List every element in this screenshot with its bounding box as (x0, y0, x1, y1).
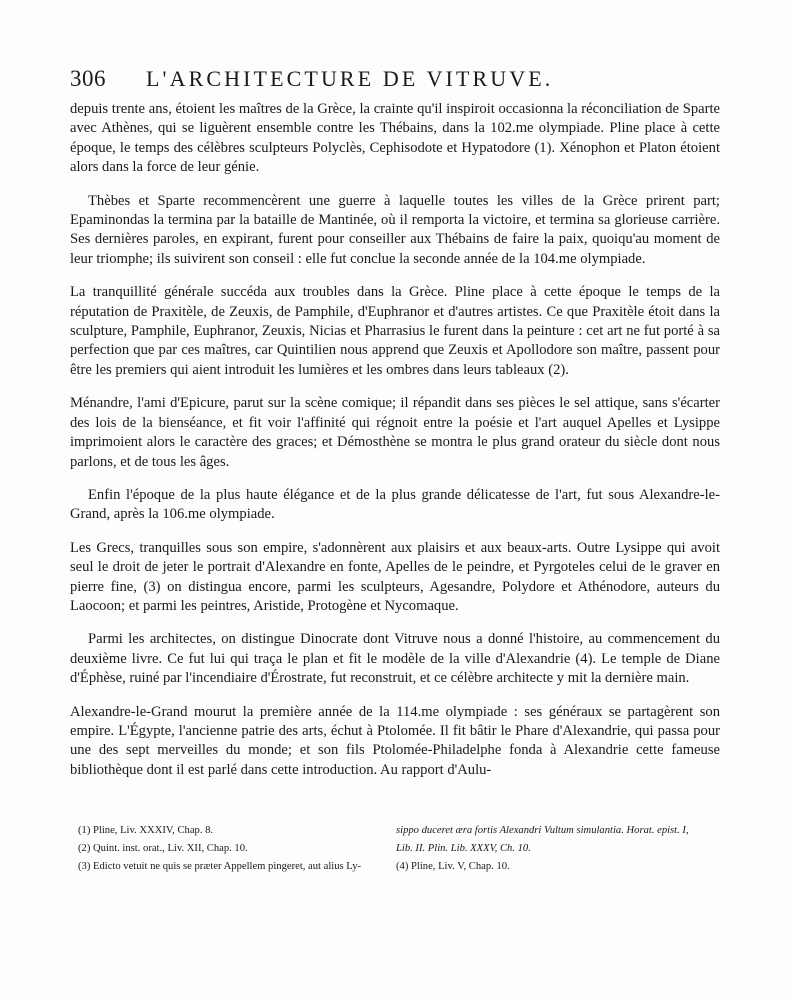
running-head (70, 62, 720, 102)
page-number: 306 (70, 66, 106, 91)
footnotes-left-column (78, 822, 378, 875)
paragraph-2: Thèbes et Sparte recommencèrent une guerre à laquelle toutes les villes de la Grèce prirent part; Epaminondas la termina par la bataille de Mantinée, où il remporta la victoire, et termina sa glorieuse carrière. Ses dernières paroles, en expirant, furent pour conseiller aux Thébains de faire la paix, quoiqu'au moment de leur triomphe; ils suivirent son conseil : elle fut conclue la seconde année de la 104.me olympiade. (70, 192, 720, 267)
paragraph-6: Les Grecs, tranquilles sous son empire, s'adonnèrent aux plaisirs et aux beaux-arts. Outre Lysippe qui avoit seul le droit de jeter le portrait d'Alexandre en fonte, Apelles de le peindre, et Pyrgoteles celui de le graver en pierre fine, (3) on distingua encore, parmi les sculpteurs, Agesandre, Polydore et Athénodore, auteurs du Laocoon; et parmi les peintres, Aristide, Protogène et Nycomaque. (70, 539, 720, 614)
paragraph-7: Parmi les architectes, on distingue Dinocrate dont Vitruve nous a donné l'histoire, au commencement du deuxième livre. Ce fut lui qui traça le plan et fit le modèle de la ville d'Alexandrie (4). Le temple de Diane d'Éphèse, ruiné par l'incendiaire d'Érostrate, fut reconstruit, et ce célèbre architecte y mit la dernière main. (70, 631, 720, 687)
paragraph-3: La tranquillité générale succéda aux troubles dans la Grèce. Pline place à cette époque le temps de la réputation de Praxitèle, de Zeuxis, de Pamphile, d'Euphranor et d'autres artistes. Ce que Praxitèle étoit dans la sculpture, Pamphile, Euphranor, Zeuxis, Nicias et Pharrasius le furent dans la peinture : cet art ne fut porté à sa perfection que par ces maîtres, car Quintilien nous apprend que Zeuxis et Apollodore son maître, passent pour être les premiers qui aient introduit les lumières et les ombres dans leurs tableaux (2). (70, 284, 720, 378)
footnotes-right-column (396, 822, 726, 875)
paragraph-8: Alexandre-le-Grand mourut la première année de la 114.me olympiade : ses généraux se partagèrent son empire. L'Égypte, l'ancienne patrie des arts, échut à Ptolomée. Il fit bâtir le Phare d'Alexandrie, qui passa pour une des sept merveilles du monde; et son fils Ptolomée-Philadelphe fonda à Alexandrie cette fameuse bibliothèque dont il est parlé dans cette introduction. Au rapport d'Aulu- (70, 703, 720, 778)
footnote-3: (3) Edicto vetuit ne quis se præter Appellem pingeret, aut alius Ly- (78, 860, 362, 872)
running-title: L'ARCHITECTURE DE VITRUVE. (146, 66, 554, 91)
footnote-2: (2) Quint. inst. orat., Liv. XII, Chap. 10. (78, 842, 248, 854)
footnote-4: (4) Pline, Liv. V, Chap. 10. (396, 860, 510, 872)
footnote-3-continued: sippo duceret æra fortis Alexandri Vultum simulantia. Horat. epist. I, (396, 825, 689, 836)
paragraph-4: Ménandre, l'ami d'Epicure, parut sur la scène comique; il répandit dans ses pièces le sel attique, sans s'écarter des lois de la bienséance, et fit voir l'affinité qui régnoit entre la poésie et l'art auquel Apelles et Lysippe imprimoient alors le caractère des graces; et Démosthène se montra le plus grand orateur du siècle dont nous parlons, et de tous les âges. (70, 395, 720, 470)
paragraph-1: depuis trente ans, étoient les maîtres de la Grèce, la crainte qu'il inspiroit occasionna la réconciliation de Sparte avec Athènes, qui se liguèrent ensemble contre les Thébains, dans la 102.me olympiade. Pline place à cette époque, le temps des célèbres sculpteurs Polyclès, Cephisodote et Hypatodore (1). Xénophon et Platon étoient alors dans la force de leur génie. (70, 101, 720, 176)
footnote-3-continued-2: Lib. II. Plin. Lib. XXXV, Ch. 10. (396, 842, 531, 854)
footnote-1: (1) Pline, Liv. XXXIV, Chap. 8. (78, 825, 214, 836)
paragraph-5: Enfin l'époque de la plus haute élégance et de la plus grande délicatesse de l'art, fut sous Alexandre-le-Grand, après la 106.me olympiade. (70, 486, 720, 523)
body-text (70, 100, 720, 794)
